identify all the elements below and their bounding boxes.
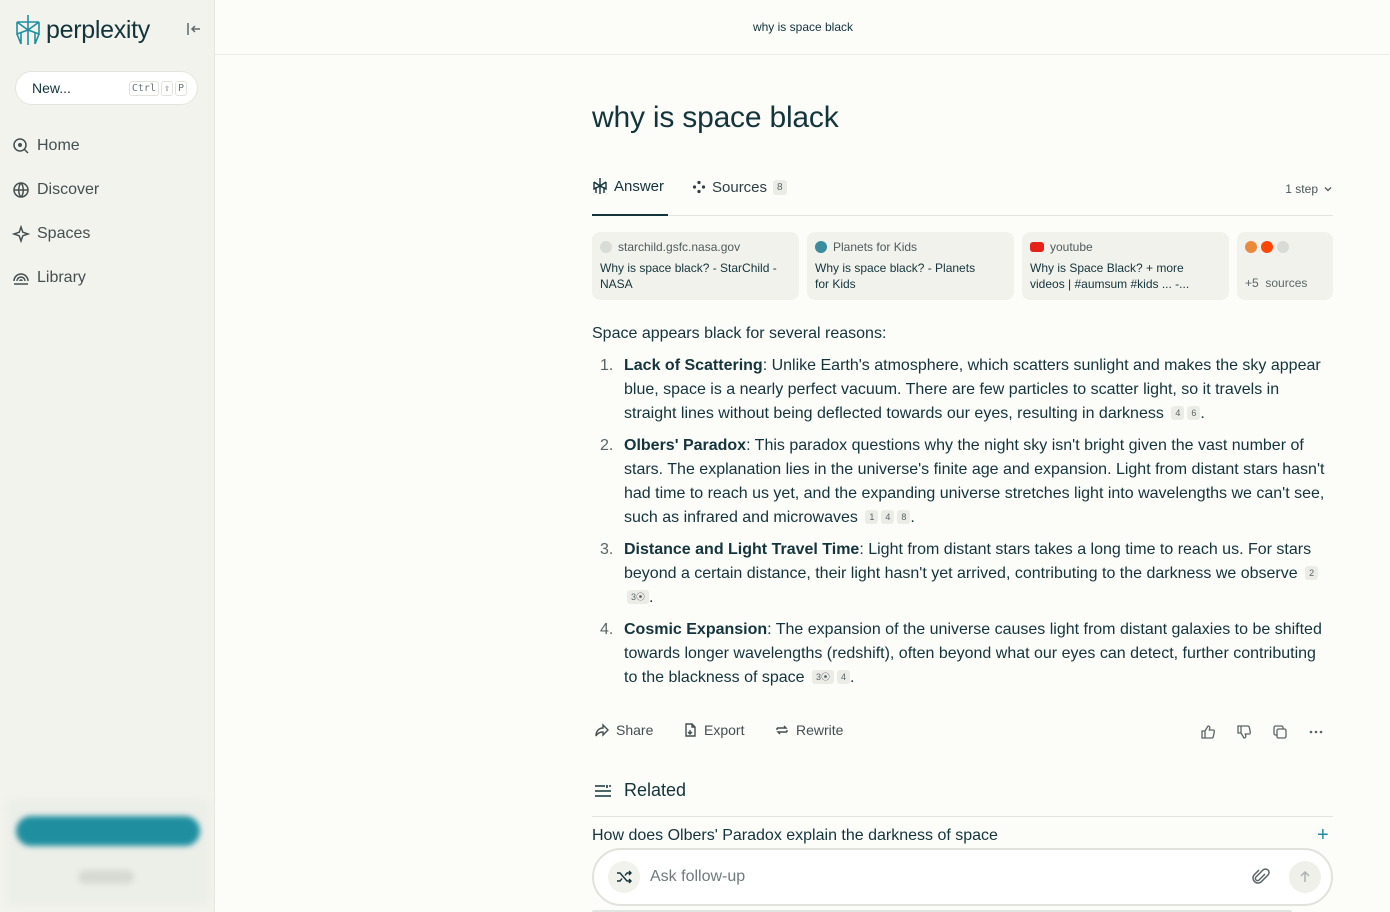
arrow-up-icon (1299, 871, 1311, 883)
citation-badge[interactable]: 6 (1187, 406, 1200, 420)
perplexity-logo-icon (14, 14, 42, 46)
answer-point: 2. Olbers' Paradox: This paradox questions why the night sky isn't bright given the vast number of stars. The explanation lies in the universe's finite age and expansion. Light from distant stars hasn't had time to reach us yet, and the expanding universe stretches light into wavelengths we can't see, such as infrared and microwaves 1 4 8 . (592, 434, 1333, 530)
search-icon (12, 137, 30, 155)
share-button[interactable] (594, 722, 653, 738)
export-label: Export (704, 722, 745, 738)
thumbs-down-icon[interactable] (1236, 724, 1252, 740)
source-title-line: Why is space black? - StarChild - (600, 261, 777, 275)
topbar-title: why is space black (752, 20, 854, 34)
source-cards (592, 232, 1333, 300)
point-number: 2. (600, 437, 614, 454)
globe-favicon-icon (600, 241, 612, 253)
site-favicon-icon (1245, 241, 1257, 253)
youtube-favicon-icon (1030, 242, 1044, 252)
more-sources-text: sources (1265, 276, 1308, 290)
citation-badge[interactable]: 3⦿ (627, 590, 649, 604)
source-site (815, 240, 1006, 254)
sources-icon (692, 180, 706, 194)
point-text: : The expansion of the universe causes light from distant galaxies to be shifted towards longer wavelengths (redshift), often beyond what our eyes can detect, further contributing to the blackness of space (624, 621, 1322, 686)
source-title-line: videos | #aumsum #kids ... -... (1030, 277, 1190, 291)
tab-sources-label: Sources (712, 178, 768, 196)
sparkle-icon (12, 225, 30, 243)
sidebar-item-home[interactable] (12, 124, 99, 168)
more-sources-card[interactable] (1237, 232, 1333, 300)
next-related-peek (592, 906, 1333, 912)
more-sources-label (1245, 276, 1325, 290)
followup-input[interactable] (650, 868, 1251, 886)
citation-badge[interactable]: 1 (865, 510, 878, 524)
point-heading: Olbers' Paradox (624, 437, 747, 454)
new-thread-label: New... (32, 80, 71, 96)
rewrite-button[interactable] (774, 722, 843, 738)
point-heading: Lack of Scattering (624, 357, 763, 374)
blurred-promo-link (78, 870, 134, 884)
share-label: Share (616, 722, 654, 738)
focus-mode-button[interactable] (608, 861, 640, 893)
sidebar-item-label: Home (37, 137, 80, 154)
tab-sources[interactable] (692, 172, 787, 216)
more-sources-count: +5 (1245, 276, 1259, 290)
citation-badge[interactable]: 4 (881, 510, 894, 524)
tab-answer-label: Answer (614, 177, 665, 195)
related-list-icon (594, 784, 612, 798)
source-title-line: NASA (600, 277, 633, 291)
related-heading-label: Related (624, 780, 687, 800)
blurred-promo-card (6, 798, 210, 906)
page-title: why is space black (592, 101, 839, 134)
globe-icon (12, 181, 30, 199)
brand-logo[interactable] (14, 14, 150, 46)
export-icon (682, 722, 698, 738)
sidebar-item-label: Library (37, 269, 86, 286)
point-text: : This paradox questions why the night sky isn't bright given the vast number of stars. The explanation lies in the universe's finite age and expansion. Light from distant stars hasn't had time to reach us yet, and the expanding universe stretches light into wavelengths we can't see, such as infrared and microwaves (624, 437, 1325, 526)
point-heading: Distance and Light Travel Time (624, 541, 860, 558)
topbar (215, 0, 1390, 55)
thumbs-up-icon[interactable] (1200, 724, 1216, 740)
main-panel (214, 0, 1390, 912)
sidebar-item-discover[interactable] (12, 168, 99, 212)
source-title (600, 260, 791, 292)
citation-badge[interactable]: 4 (837, 670, 850, 684)
answer-intro: Space appears black for several reasons: (592, 325, 887, 342)
related-question-text: How does Olbers' Paradox explain the darkness of space (592, 826, 998, 844)
steps-toggle[interactable] (1285, 182, 1333, 196)
sidebar-item-label: Spaces (37, 225, 91, 242)
answer-body (592, 322, 1333, 698)
shortcut-key-p: P (175, 81, 187, 96)
steps-label: 1 step (1285, 182, 1318, 196)
globe-favicon-icon (1277, 241, 1289, 253)
related-heading (594, 780, 686, 801)
citation-badge[interactable]: 2 (1305, 566, 1318, 580)
source-title-line: for Kids (815, 277, 856, 291)
point-number: 3. (600, 541, 614, 558)
share-icon (594, 722, 610, 738)
plus-icon: + (1317, 824, 1329, 846)
answer-tabs (592, 172, 1333, 216)
source-site-name: youtube (1050, 240, 1093, 254)
planet-favicon-icon (815, 241, 827, 253)
source-card[interactable] (1022, 232, 1229, 300)
copy-icon[interactable] (1272, 724, 1288, 740)
source-site (600, 240, 791, 254)
answer-point: 4. Cosmic Expansion: The expansion of the universe causes light from distant galaxies to be shifted towards longer wavelengths (redshift), often beyond what our eyes can detect, further contributing to the blackness of space 3⦿ 4 . (592, 618, 1333, 690)
source-site-name: Planets for Kids (833, 240, 918, 254)
point-number: 1. (600, 357, 614, 374)
shortcut-key-ctrl: Ctrl (129, 81, 159, 96)
point-heading: Cosmic Expansion (624, 621, 768, 638)
answer-point: 1. Lack of Scattering: Unlike Earth's atmosphere, which scatters sunlight and makes the sky appear blue, space is a nearly perfect vacuum. There are few particles to scatter light, so it travels in straight lines without being deflected towards our eyes, resulting in darkness 4 6 . (592, 354, 1333, 426)
more-options-icon[interactable] (1308, 724, 1324, 740)
shortcut-key-shift: ⇧ (161, 81, 173, 96)
collapse-sidebar-icon[interactable] (184, 20, 204, 38)
submit-button[interactable] (1289, 861, 1321, 893)
followup-bar (592, 848, 1333, 906)
more-sources-favicons (1245, 240, 1325, 254)
source-title-line: Why is space black? - Planets (815, 261, 976, 275)
answer-actions (592, 718, 1333, 746)
tab-answer[interactable] (592, 172, 668, 216)
sidebar-item-spaces[interactable] (12, 212, 99, 256)
answer-point: 3. Distance and Light Travel Time: Light from distant stars takes a long time to reach us. For stars beyond a certain distance, their light hasn't yet arrived, contributing to the darkness we observe 23⦿ . (592, 538, 1333, 610)
new-thread-button[interactable] (15, 71, 198, 105)
sidebar-item-label: Discover (37, 181, 100, 198)
source-site-name: starchild.gsfc.nasa.gov (618, 240, 741, 254)
sidebar-nav (12, 124, 99, 300)
attach-icon[interactable] (1251, 867, 1271, 887)
rewrite-label: Rewrite (796, 722, 844, 738)
blurred-promo-button (16, 816, 200, 846)
source-title-line: Why is Space Black? + more (1030, 261, 1184, 275)
citation-badge[interactable]: 4 (1171, 406, 1184, 420)
source-title (815, 260, 1006, 292)
point-number: 4. (600, 621, 614, 638)
export-button[interactable] (682, 722, 744, 738)
rewrite-icon (774, 722, 790, 738)
source-title (1030, 260, 1221, 292)
sources-count-badge: 8 (773, 180, 787, 195)
shuffle-icon (616, 870, 632, 884)
answer-list (592, 354, 1333, 690)
source-site (1030, 240, 1221, 254)
perplexity-answer-icon (592, 177, 608, 195)
source-card[interactable] (807, 232, 1014, 300)
library-icon (12, 269, 30, 287)
point-text: : Unlike Earth's atmosphere, which scatters sunlight and makes the sky appear blue, space is a nearly perfect vacuum. There are few particles to scatter light, so it travels in straight lines without being deflected towards our eyes, resulting in darkness (624, 357, 1321, 422)
sidebar-item-library[interactable] (12, 256, 99, 300)
reddit-favicon-icon (1261, 241, 1273, 253)
sidebar (0, 0, 214, 912)
chevron-down-icon (1323, 184, 1333, 194)
citation-badge[interactable]: 3⦿ (812, 670, 834, 684)
citation-badge[interactable]: 8 (897, 510, 910, 524)
point-text: : Light from distant stars takes a long time to reach us. For stars beyond a certain distance, their light hasn't yet arrived, contributing to the darkness we observe (624, 541, 1312, 582)
source-card[interactable] (592, 232, 799, 300)
brand-name: perplexity (46, 15, 150, 44)
